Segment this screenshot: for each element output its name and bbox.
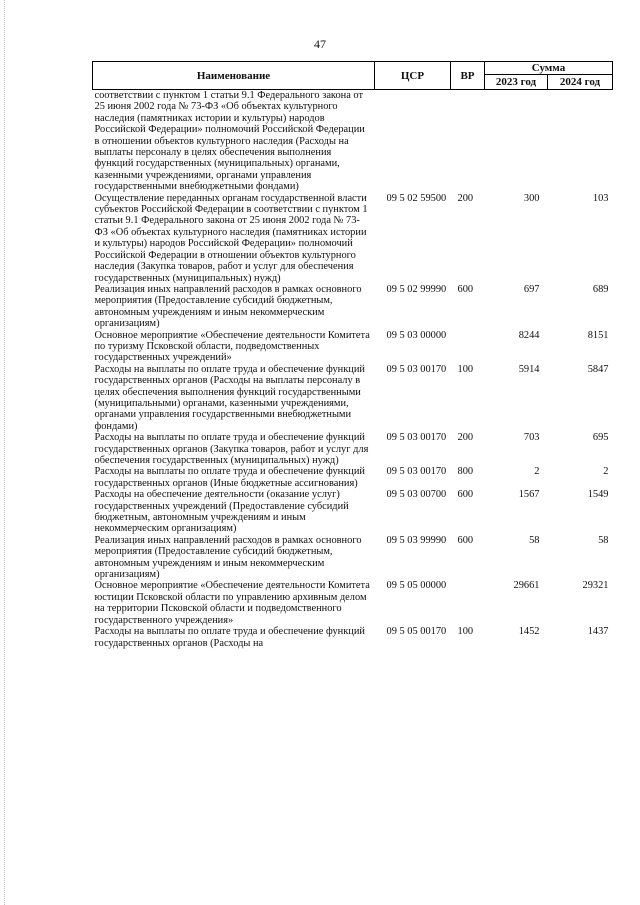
header-csr: ЦСР <box>375 62 451 90</box>
row-sum-2023: 58 <box>529 534 540 546</box>
row-name: Расходы на выплаты по оплате труда и обеспечение функций государственных органов (Расходы на <box>94 626 365 649</box>
table-row <box>93 432 613 466</box>
row-csr: 09 5 03 00170 <box>386 363 447 375</box>
row-vr: 200 <box>457 432 474 444</box>
table-row <box>93 489 613 535</box>
row-sum-2024: 58 <box>598 534 609 546</box>
scan-edge <box>4 0 6 905</box>
table-row <box>93 626 613 649</box>
table-row <box>93 364 613 432</box>
row-sum-2023: 703 <box>523 432 540 444</box>
row-name: Расходы на выплаты по оплате труда и обеспечение функций государственных органов (Расходы на выплаты персоналу в целях обеспечения выполнения функций государственными (муниципальными) органами, казенными учреждениями, органами управления государственными внебюджетными фондами) <box>94 363 365 432</box>
row-csr: 09 5 03 00170 <box>386 432 447 444</box>
row-csr: 09 5 02 59500 <box>386 192 447 204</box>
table-row <box>93 90 613 193</box>
table-row <box>93 580 613 626</box>
row-name: Основное мероприятие «Обеспечение деятельности Комитета юстиции Псковской области по управлению архивным делом на территории Псковской области и подведомственного государственного учреждения» <box>94 580 370 626</box>
table-row <box>93 330 613 364</box>
table-body <box>93 90 613 649</box>
header-year-2023: 2023 год <box>485 75 548 90</box>
row-csr <box>375 90 451 193</box>
row-name: Расходы на выплаты по оплате труда и обеспечение функций государственных органов (Закупка товаров, работ и услуг для обеспечения государственных (муниципальных) нужд) <box>94 432 369 466</box>
row-sum-2024 <box>548 90 613 193</box>
row-name: соответствии с пунктом 1 статьи 9.1 Федерального закона от 25 июня 2002 года № 73-ФЗ «Об объектах культурного наследия (памятниках истории и культуры) народов Российской Федерации» полномочий Российской Федерации в отношении объектов культурного наследия (Расходы на выплаты персоналу в целях обеспечения выполнения функций государственных (муниципальных) органами, казенными учреждениями, органами управления государственными внебюджетными фондами) <box>94 90 365 193</box>
row-sum-2023 <box>485 90 548 193</box>
row-sum-2023: 697 <box>523 283 540 295</box>
row-sum-2023: 29661 <box>513 580 540 592</box>
table-row <box>93 284 613 330</box>
row-vr: 800 <box>457 466 474 478</box>
row-csr: 09 5 03 00170 <box>386 466 447 478</box>
row-name: Реализация иных направлений расходов в рамках основного мероприятия (Предоставление субсидий бюджетным, автономным учреждениям и иным некоммерческим организациям) <box>94 534 362 581</box>
row-sum-2024: 695 <box>592 432 609 444</box>
budget-table <box>92 61 613 649</box>
row-csr: 09 5 05 00170 <box>386 626 447 638</box>
row-vr <box>451 580 485 626</box>
row-csr: 09 5 02 99990 <box>386 283 447 295</box>
row-sum-2024: 8151 <box>587 329 609 341</box>
header-year-2024: 2024 год <box>548 75 613 90</box>
row-name: Расходы на обеспечение деятельности (оказание услуг) государственных учреждений (Предоставление субсидий бюджетным, автономным учреждениям и иным некоммерческим организациям) <box>94 489 349 535</box>
table-header <box>93 62 613 90</box>
row-vr: 100 <box>457 626 474 638</box>
row-sum-2024: 5847 <box>587 363 609 375</box>
header-sum: Сумма <box>485 62 613 75</box>
row-sum-2023: 300 <box>523 192 540 204</box>
row-vr <box>451 90 485 193</box>
row-sum-2023: 1567 <box>518 489 540 501</box>
row-sum-2024: 1549 <box>587 489 609 501</box>
table-row <box>93 535 613 581</box>
row-sum-2024: 689 <box>592 283 609 295</box>
row-sum-2023: 8244 <box>518 329 540 341</box>
table-row <box>93 193 613 284</box>
row-sum-2024: 1437 <box>587 626 609 638</box>
row-sum-2024: 2 <box>603 466 609 478</box>
row-name: Основное мероприятие «Обеспечение деятельности Комитета по туризму Псковской области, подведомственных государственных учреждений» <box>94 329 370 364</box>
row-vr: 200 <box>457 192 474 204</box>
row-vr: 600 <box>457 489 474 501</box>
row-csr: 09 5 03 00000 <box>386 329 447 341</box>
row-sum-2024: 29321 <box>582 580 609 592</box>
row-vr <box>451 330 485 364</box>
row-sum-2023: 1452 <box>518 626 540 638</box>
header-vr: ВР <box>451 62 485 90</box>
row-name: Осуществление переданных органам государственной власти субъектов Российской Федерации в соответствии с пунктом 1 статьи 9.1 Федерального закона от 25 июня 2002 года № 73-ФЗ «Об объектах культурного наследия (памятниках истории и культуры) народов Российской Федерации» полномочий Российской Федерации в отношении объектов культурного наследия (Закупка товаров, работ и услуг для обеспечения государственных (муниципальных) нужд) <box>94 192 368 284</box>
row-sum-2023: 5914 <box>518 363 540 375</box>
row-name: Реализация иных направлений расходов в рамках основного мероприятия (Предоставление субсидий бюджетным, автономным учреждениям и иным некоммерческим организациям) <box>94 283 362 330</box>
row-sum-2023: 2 <box>534 466 540 478</box>
page-number: 47 <box>314 37 326 51</box>
row-vr: 100 <box>457 363 474 375</box>
row-csr: 09 5 05 00000 <box>386 580 447 592</box>
row-vr: 600 <box>457 534 474 546</box>
row-name: Расходы на выплаты по оплате труда и обеспечение функций государственных органов (Иные бюджетные ассигнования) <box>94 466 365 489</box>
row-csr: 09 5 03 00700 <box>386 489 447 501</box>
row-csr: 09 5 03 99990 <box>386 534 447 546</box>
table-row <box>93 466 613 489</box>
row-sum-2024: 103 <box>592 192 609 204</box>
header-name: Наименование <box>93 62 375 90</box>
row-vr: 600 <box>457 283 474 295</box>
